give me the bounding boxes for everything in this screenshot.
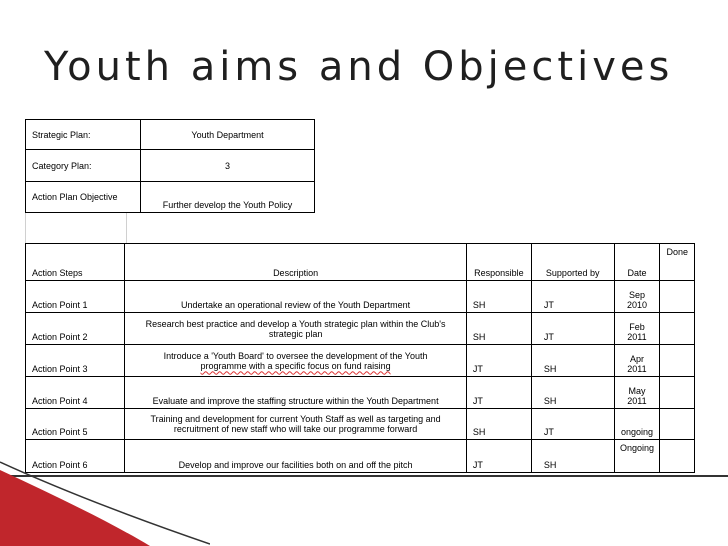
corner-swoosh-decoration bbox=[0, 458, 210, 546]
action-point-label: Action Point 4 bbox=[26, 377, 125, 409]
action-description bbox=[125, 409, 467, 440]
table-row bbox=[26, 345, 695, 377]
action-description bbox=[125, 345, 467, 377]
header-responsible: Responsible bbox=[466, 244, 531, 281]
date-cell: Feb 2011 bbox=[614, 313, 660, 345]
description-text-line2: programme with a specific focus on fund raising bbox=[200, 360, 391, 371]
description-text-line2: recruitment of new staff who will take our programme forward bbox=[173, 424, 418, 434]
header-row-strategic-plan bbox=[26, 120, 315, 150]
header-supported-by: Supported by bbox=[531, 244, 614, 281]
table-row bbox=[26, 281, 695, 313]
table-row bbox=[26, 313, 695, 345]
date-cell: Sep 2010 bbox=[614, 281, 660, 313]
action-description bbox=[125, 313, 467, 345]
strategic-plan-label: Strategic Plan: bbox=[26, 120, 141, 150]
header-action-steps: Action Steps bbox=[26, 244, 125, 281]
header-row-action-plan-objective bbox=[26, 182, 315, 213]
done-cell bbox=[660, 409, 695, 440]
responsible-cell: SH bbox=[466, 281, 531, 313]
category-plan-label: Category Plan: bbox=[26, 150, 141, 182]
action-plan-objective-value: Further develop the Youth Policy bbox=[141, 182, 315, 213]
slide-title: Youth aims and Objectives bbox=[44, 44, 674, 90]
strategic-plan-value: Youth Department bbox=[141, 120, 315, 150]
action-point-label: Action Point 2 bbox=[26, 313, 125, 345]
spacer-cell bbox=[25, 213, 127, 244]
responsible-cell: JT bbox=[466, 440, 531, 473]
action-description bbox=[125, 281, 467, 313]
header-table bbox=[25, 119, 315, 213]
done-cell bbox=[660, 313, 695, 345]
supported-cell: JT bbox=[531, 313, 614, 345]
supported-cell: JT bbox=[531, 281, 614, 313]
done-cell bbox=[660, 281, 695, 313]
supported-cell: JT bbox=[531, 409, 614, 440]
supported-cell: SH bbox=[531, 377, 614, 409]
action-point-label: Action Point 3 bbox=[26, 345, 125, 377]
action-table bbox=[25, 243, 695, 473]
action-plan-objective-label: Action Plan Objective bbox=[26, 182, 141, 213]
supported-cell: SH bbox=[531, 440, 614, 473]
done-cell bbox=[660, 440, 695, 473]
responsible-cell: JT bbox=[466, 345, 531, 377]
action-description bbox=[125, 377, 467, 409]
header-row-category-plan bbox=[26, 150, 315, 182]
action-table-header bbox=[26, 244, 695, 281]
date-cell: Apr 2011 bbox=[614, 345, 660, 377]
description-text: Introduce a 'Youth Board' to oversee the development of the Youth bbox=[163, 350, 428, 361]
table-row bbox=[26, 377, 695, 409]
supported-cell: SH bbox=[531, 345, 614, 377]
date-cell: May 2011 bbox=[614, 377, 660, 409]
action-point-label: Action Point 5 bbox=[26, 409, 125, 440]
description-text: Training and development for current Youth Staff as well as targeting and bbox=[150, 414, 441, 424]
header-done: Done bbox=[660, 244, 695, 281]
action-point-label: Action Point 6 bbox=[26, 440, 125, 473]
header-date: Date bbox=[614, 244, 660, 281]
description-text: Undertake an operational review of the Youth Department bbox=[181, 300, 411, 310]
done-cell bbox=[660, 377, 695, 409]
action-point-label: Action Point 1 bbox=[26, 281, 125, 313]
description-text: Evaluate and improve the staffing structure within the Youth Department bbox=[152, 396, 439, 406]
table-row bbox=[26, 409, 695, 440]
date-cell: Ongoing bbox=[614, 440, 660, 473]
responsible-cell: JT bbox=[466, 377, 531, 409]
description-text: Research best practice and develop a Youth strategic plan within the Club's bbox=[145, 318, 446, 329]
header-description: Description bbox=[125, 244, 467, 281]
description-text: Develop and improve our facilities both on and off the pitch bbox=[178, 460, 413, 470]
swoosh-red-fill bbox=[0, 470, 150, 546]
responsible-cell: SH bbox=[466, 409, 531, 440]
category-plan-value: 3 bbox=[141, 150, 315, 182]
responsible-cell: SH bbox=[466, 313, 531, 345]
description-text-line2: strategic plan bbox=[268, 328, 323, 339]
date-cell: ongoing bbox=[614, 409, 660, 440]
done-cell bbox=[660, 345, 695, 377]
